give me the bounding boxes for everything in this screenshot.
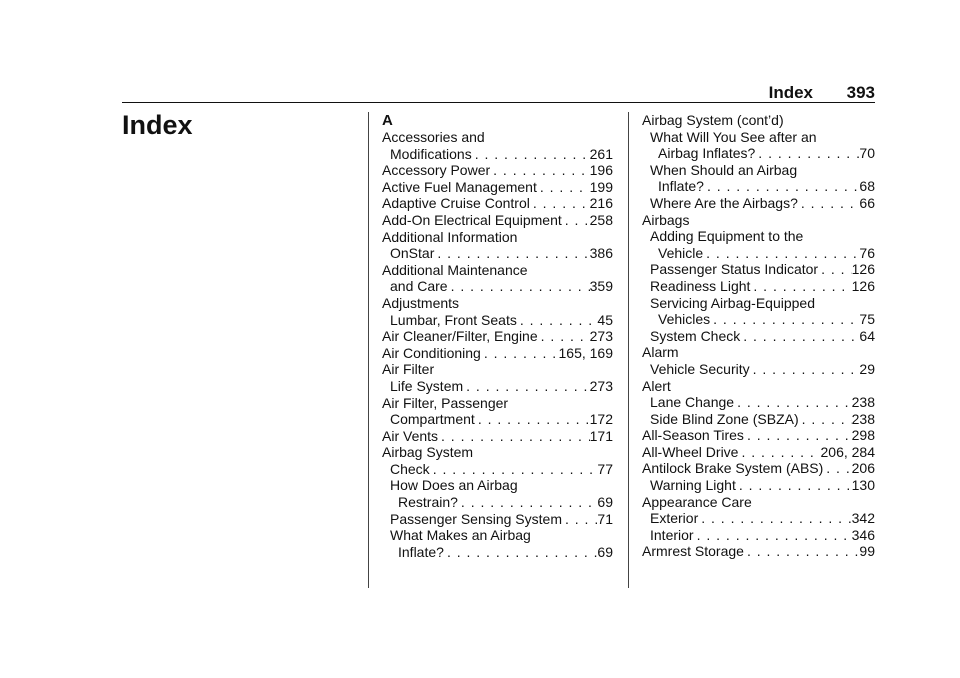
index-entry-page: 273 — [589, 328, 613, 345]
index-entry-page: 130 — [851, 477, 875, 494]
index-entry-label: Passenger Sensing System — [390, 510, 562, 527]
index-entry-page: 196 — [589, 162, 613, 179]
index-entry-page: 69 — [597, 543, 613, 560]
index-entry-label: Warning Light — [650, 477, 736, 494]
dot-leader — [738, 444, 820, 461]
index-entry-page: 99 — [859, 543, 875, 560]
index-entry — [382, 245, 613, 262]
index-entry-label: and Care — [390, 278, 448, 295]
dot-leader — [537, 179, 590, 196]
index-entry-label: Antilock Brake System (ABS) — [642, 460, 824, 477]
index-entry — [382, 278, 613, 295]
index-entry-label: Inflate? — [398, 543, 444, 560]
index-entry — [382, 195, 613, 212]
column-divider-right — [628, 112, 629, 588]
index-entry — [382, 212, 613, 229]
index-entry-page: 342 — [851, 510, 875, 527]
index-entry-page: 359 — [589, 278, 613, 295]
index-entry-page: 45 — [597, 311, 613, 328]
index-entry-page: 386 — [589, 245, 613, 262]
index-entry-label: Air Cleaner/Filter, Engine — [382, 328, 538, 345]
dot-leader — [490, 162, 589, 179]
index-letter-heading: A — [382, 112, 393, 129]
index-entry-label: Compartment — [390, 411, 475, 428]
index-entry — [382, 146, 613, 163]
index-entry — [642, 527, 875, 544]
index-entry — [382, 511, 613, 528]
index-entry — [642, 178, 875, 195]
index-heading: Additional Information — [382, 228, 518, 245]
index-entry-label: Vehicles — [658, 311, 711, 328]
index-entry — [382, 494, 613, 511]
index-entry-page: 68 — [859, 178, 875, 195]
index-entry-label: Interior — [650, 526, 694, 543]
dot-leader — [698, 510, 851, 527]
dot-leader — [703, 245, 859, 262]
index-heading: Alarm — [642, 344, 679, 361]
index-entry — [642, 394, 875, 411]
index-entry — [382, 179, 613, 196]
index-entry-label: Inflate? — [658, 178, 704, 195]
index-entry-page: 261 — [589, 145, 613, 162]
index-entry-page: 64 — [859, 327, 875, 344]
index-entry — [382, 328, 613, 345]
dot-leader — [736, 477, 852, 494]
index-entry-label: Vehicle Security — [650, 360, 750, 377]
dot-leader — [434, 245, 589, 262]
dot-leader — [444, 544, 597, 561]
page-number: 393 — [846, 83, 875, 102]
index-entry — [642, 510, 875, 527]
dot-leader — [448, 278, 590, 295]
index-entry-page: 238 — [851, 394, 875, 411]
dot-leader — [517, 312, 598, 329]
index-entry — [642, 311, 875, 328]
index-heading: When Should an Airbag — [650, 161, 798, 178]
index-heading: Additional Maintenance — [382, 261, 528, 278]
index-entry — [382, 312, 613, 329]
index-entry-label: Adaptive Cruise Control — [382, 195, 530, 212]
index-heading: Alert — [642, 377, 671, 394]
index-entry-page: 172 — [589, 411, 613, 428]
index-entry-page: 69 — [597, 494, 613, 511]
index-entry-page: 126 — [851, 277, 875, 294]
index-entry — [642, 195, 875, 212]
index-entry-page: 71 — [597, 510, 613, 527]
index-entry-page: 75 — [859, 311, 875, 328]
index-entry-page: 29 — [859, 360, 875, 377]
index-entry-label: Accessory Power — [382, 162, 491, 179]
index-entry-page: 126 — [851, 261, 875, 278]
index-entry — [382, 544, 613, 561]
dot-leader — [530, 195, 590, 212]
dot-leader — [430, 461, 598, 478]
index-column-1 — [382, 112, 613, 560]
index-entry-label: Life System — [390, 377, 464, 394]
dot-leader — [694, 527, 852, 544]
section-title: Index — [122, 110, 193, 140]
dot-leader — [458, 494, 598, 511]
index-heading: Airbag System — [382, 444, 474, 461]
index-entry — [382, 461, 613, 478]
dot-leader — [438, 428, 590, 445]
index-heading: Accessories and — [382, 129, 485, 145]
dot-leader — [538, 328, 590, 345]
dot-leader — [734, 394, 852, 411]
dot-leader — [750, 278, 851, 295]
index-entry-page: 66 — [859, 194, 875, 211]
index-entry — [642, 477, 875, 494]
index-entry-page: 273 — [589, 377, 613, 394]
index-heading: Air Filter — [382, 361, 435, 378]
index-entry-page: 238 — [851, 410, 875, 427]
index-entry-label: Restrain? — [398, 494, 458, 511]
dot-leader — [750, 361, 860, 378]
index-entry-label: Passenger Status Indicator — [650, 261, 819, 278]
index-entry-label: Readiness Light — [650, 277, 751, 294]
index-entry-label: Side Blind Zone (SBZA) — [650, 410, 799, 427]
index-entry — [642, 245, 875, 262]
column-divider-left — [368, 112, 369, 588]
dot-leader — [798, 195, 860, 212]
index-entry-page: 206, 284 — [820, 443, 875, 460]
index-entry-page: 171 — [589, 427, 613, 444]
index-entry-label: OnStar — [390, 245, 435, 262]
index-heading: What Makes an Airbag — [390, 527, 531, 544]
index-entry — [642, 261, 875, 278]
index-entry-label: Airbag Inflates? — [658, 145, 756, 162]
running-header-title: Index — [768, 83, 813, 102]
index-heading: What Will You See after an — [650, 128, 817, 145]
index-entry — [642, 543, 875, 560]
dot-leader — [710, 311, 859, 328]
index-entry-page: 70 — [859, 145, 875, 162]
dot-leader — [562, 511, 597, 528]
index-entry-page: 298 — [851, 427, 875, 444]
dot-leader — [744, 427, 852, 444]
index-entry-label: Air Vents — [382, 427, 439, 444]
index-entry — [642, 278, 875, 295]
index-entry-label: All-Season Tires — [642, 427, 744, 444]
index-entry-label: Modifications — [390, 145, 472, 162]
index-entry-label: Where Are the Airbags? — [650, 194, 798, 211]
index-heading: Appearance Care — [642, 493, 752, 510]
index-entry-label: Armrest Storage — [642, 543, 744, 560]
dot-leader — [475, 411, 590, 428]
index-entry — [382, 411, 613, 428]
index-entry — [382, 162, 613, 179]
index-entry-page: 206 — [851, 460, 875, 477]
dot-leader — [463, 378, 590, 395]
dot-leader — [799, 411, 852, 428]
index-entry-label: Exterior — [650, 510, 699, 527]
index-entry-label: Add-On Electrical Equipment — [382, 211, 562, 228]
index-entry-label: Check — [390, 460, 430, 477]
page-header — [122, 84, 875, 103]
index-heading: How Does an Airbag — [390, 477, 518, 494]
index-entry — [642, 361, 875, 378]
dot-leader — [823, 460, 851, 477]
index-entry — [642, 145, 875, 162]
index-entry-label: System Check — [650, 327, 741, 344]
index-entry — [642, 328, 875, 345]
index-entry-label: Air Conditioning — [382, 344, 481, 361]
index-heading: Servicing Airbag-Equipped — [650, 294, 815, 311]
index-heading: Adding Equipment to the — [650, 228, 804, 245]
index-entry-label: All-Wheel Drive — [642, 443, 739, 460]
index-entry — [642, 411, 875, 428]
dot-leader — [704, 178, 859, 195]
index-entry-page: 216 — [589, 195, 613, 212]
index-heading: Air Filter, Passenger — [382, 394, 509, 411]
index-entry-page: 77 — [597, 460, 613, 477]
index-entry-page: 165, 169 — [558, 344, 613, 361]
index-heading: Airbag System (cont’d) — [642, 112, 784, 128]
dot-leader — [562, 212, 590, 229]
index-heading: Adjustments — [382, 294, 460, 311]
index-column-2 — [642, 112, 875, 560]
index-entry — [642, 460, 875, 477]
index-entry-page: 76 — [859, 244, 875, 261]
dot-leader — [481, 345, 559, 362]
index-entry — [642, 427, 875, 444]
index-entry-page: 258 — [589, 211, 613, 228]
index-entry-page: 199 — [589, 178, 613, 195]
index-entry — [642, 444, 875, 461]
index-entry — [382, 428, 613, 445]
index-entry-label: Vehicle — [658, 244, 704, 261]
dot-leader — [755, 145, 859, 162]
index-heading: Airbags — [642, 211, 690, 228]
index-entry-page: 346 — [851, 526, 875, 543]
dot-leader — [818, 261, 852, 278]
index-entry-label: Lane Change — [650, 394, 735, 411]
index-entry-label: Lumbar, Front Seats — [390, 311, 517, 328]
dot-leader — [740, 328, 859, 345]
index-entry — [382, 345, 613, 362]
index-entry-label: Active Fuel Management — [382, 178, 537, 195]
index-entry — [382, 378, 613, 395]
dot-leader — [472, 146, 590, 163]
dot-leader — [744, 543, 859, 560]
